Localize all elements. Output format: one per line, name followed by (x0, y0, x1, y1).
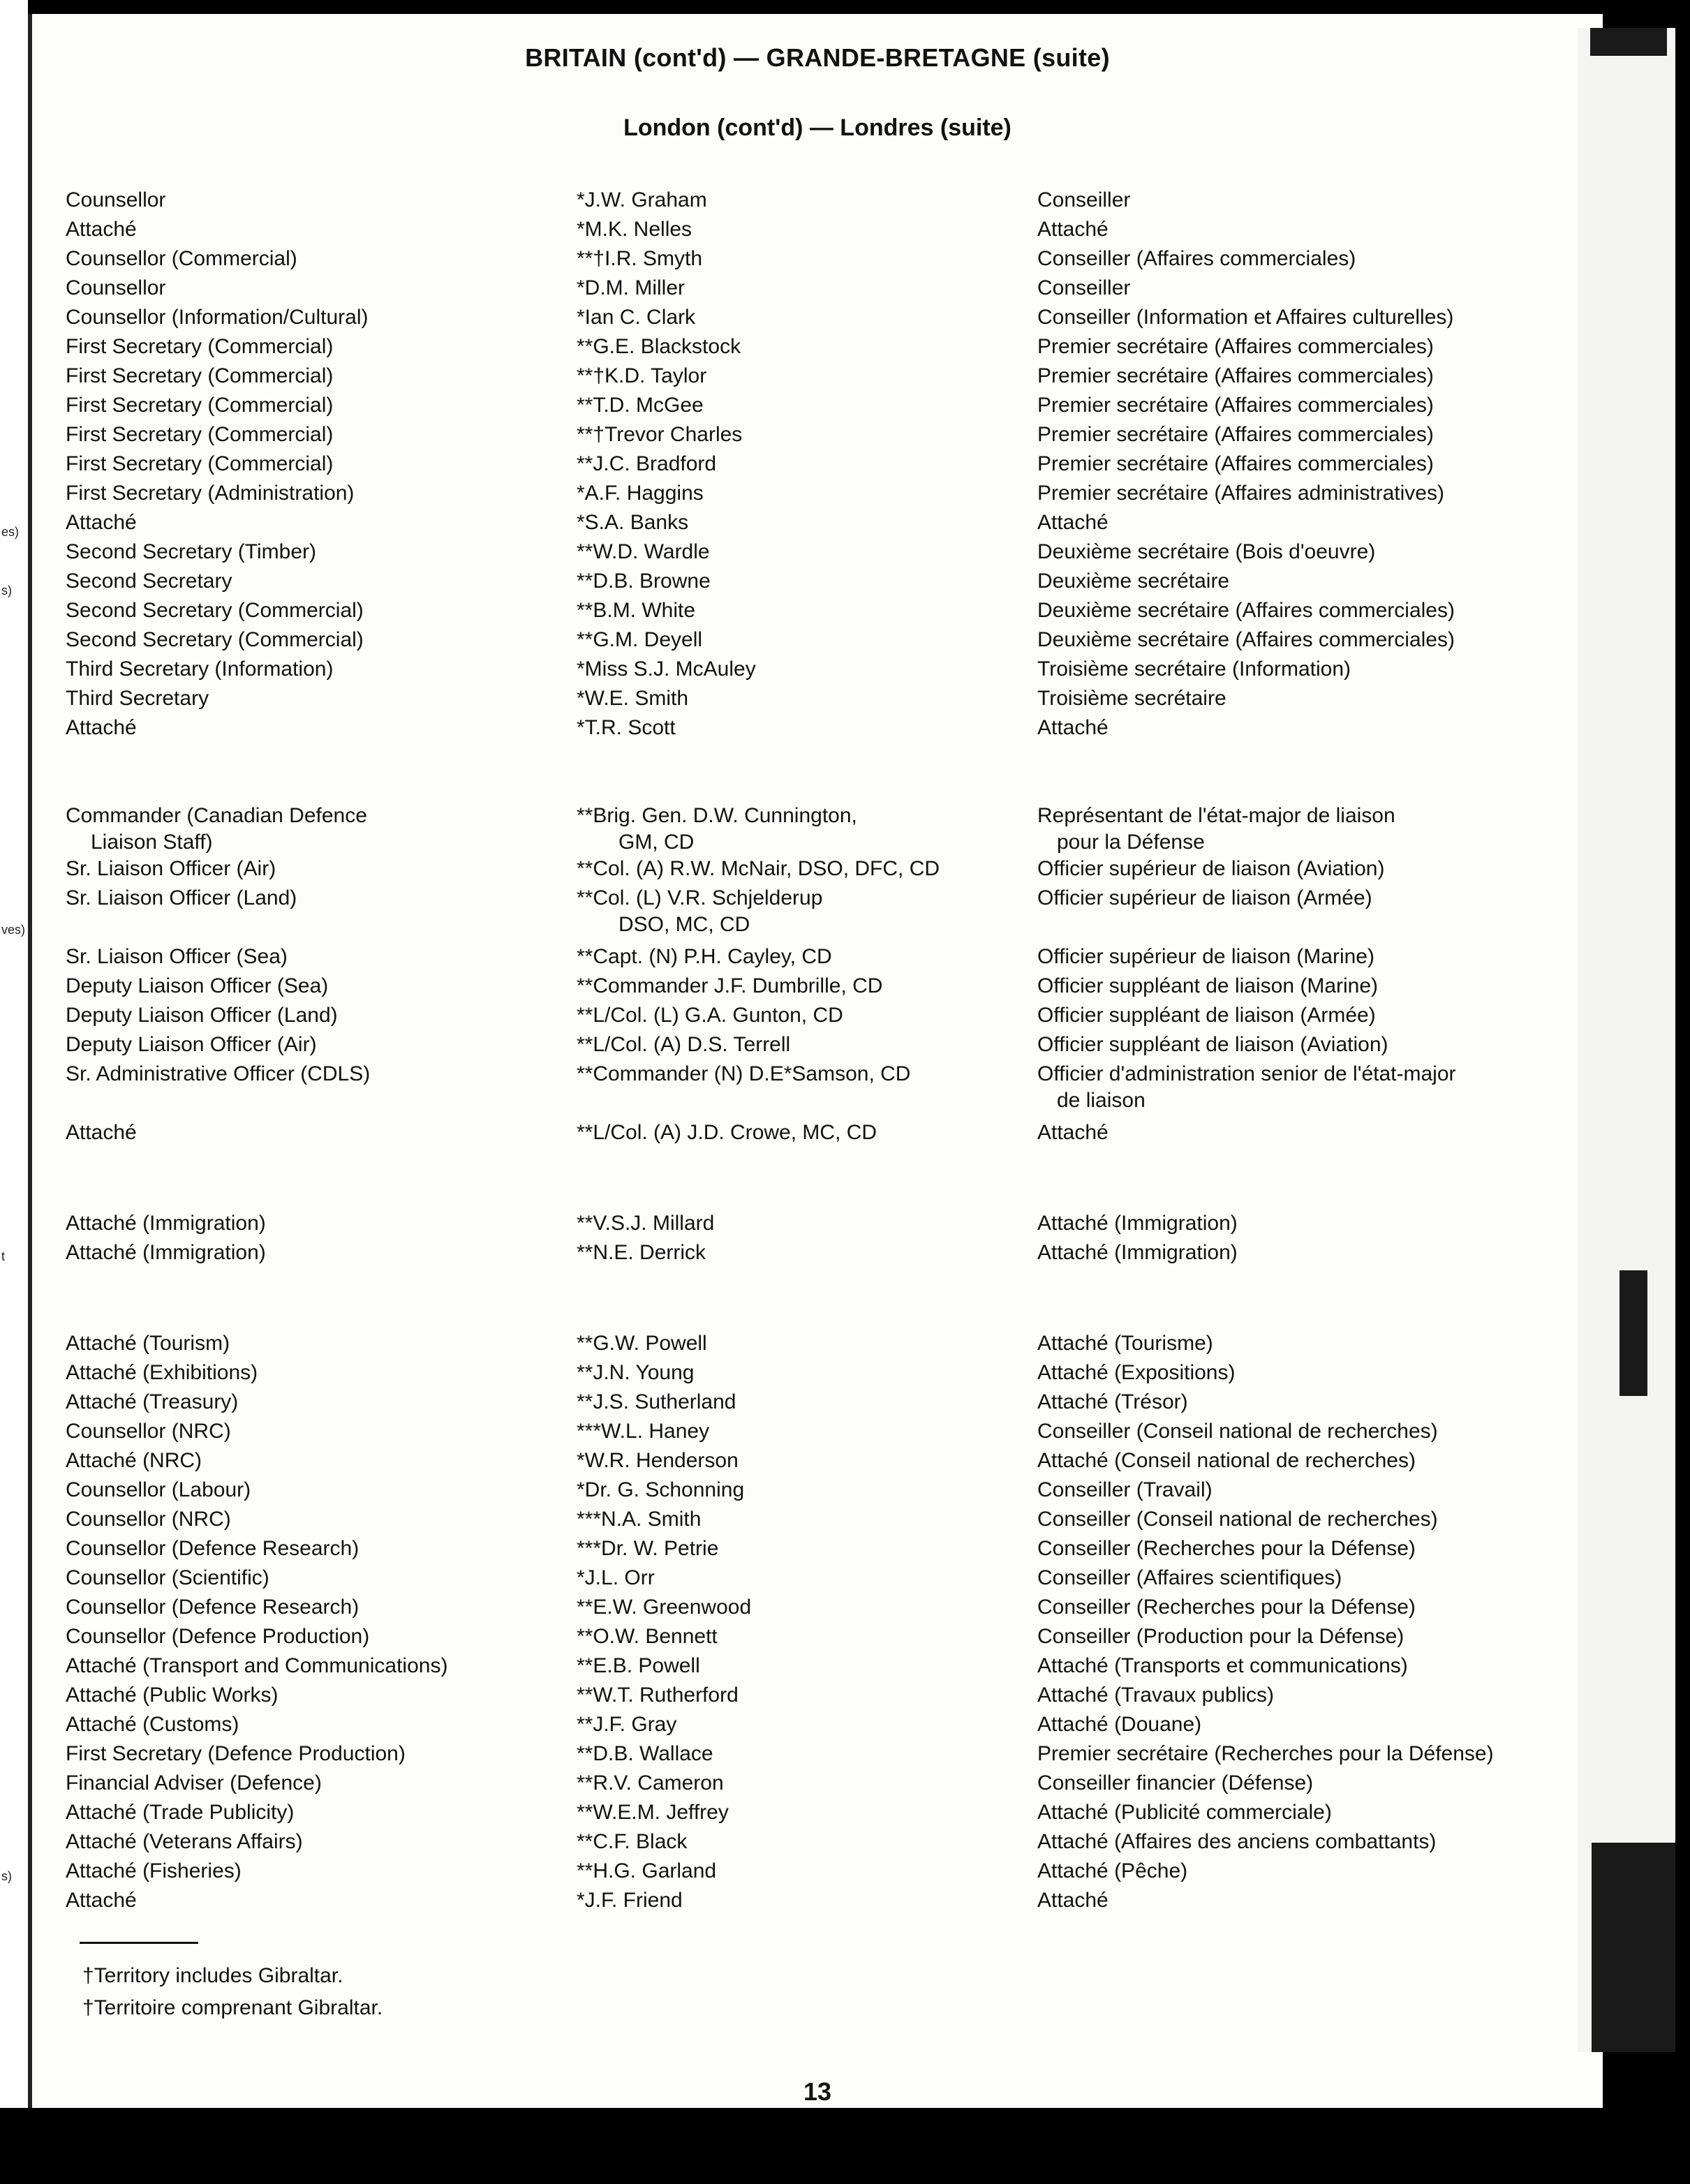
page-title: BRITAIN (cont'd) — GRANDE-BRETAGNE (suite) (525, 43, 1110, 72)
english-title: Attaché (Transport and Communications) (66, 1654, 448, 1677)
english-title: First Secretary (Commercial) (66, 423, 334, 446)
french-title: Officier suppléant de liaison (Armée) (1037, 1004, 1376, 1027)
officer-name: **†I.R. Smyth (577, 247, 703, 270)
officer-name: **Col. (A) R.W. McNair, DSO, DFC, CD (577, 857, 940, 880)
cropped-text-fragment: t (1, 1249, 6, 1263)
french-title: Conseiller (Production pour la Défense) (1037, 1625, 1404, 1648)
table-row (32, 944, 1603, 973)
french-title: Attaché (Immigration) (1037, 1241, 1238, 1264)
english-title: Commander (Canadian Defence Liaison Staff) (66, 804, 367, 854)
table-row (32, 1829, 1603, 1858)
table-row (32, 1653, 1603, 1682)
officer-name: **J.N. Young (577, 1361, 695, 1384)
french-title: Officier supérieur de liaison (Aviation) (1037, 857, 1385, 880)
french-title: Premier secrétaire (Affaires commerciales) (1037, 423, 1434, 446)
table-row (32, 363, 1603, 392)
officer-name: **G.M. Deyell (577, 628, 703, 651)
table-row (32, 1477, 1603, 1506)
english-title: Sr. Liaison Officer (Sea) (66, 945, 288, 968)
english-title: Counsellor (Labour) (66, 1478, 251, 1501)
english-title: Counsellor (Defence Production) (66, 1625, 370, 1648)
officer-name: **Capt. (N) P.H. Cayley, CD (577, 945, 832, 968)
french-title: Conseiller (Recherches pour la Défense) (1037, 1596, 1416, 1619)
english-title: Third Secretary (Information) (66, 658, 334, 681)
table-row (32, 422, 1603, 451)
french-title: Attaché (Immigration) (1037, 1212, 1238, 1235)
english-title: Counsellor (Defence Research) (66, 1596, 360, 1619)
french-title: Officier d'administration senior de l'état-major de liaison (1037, 1062, 1456, 1112)
french-title: Attaché (Travaux publics) (1037, 1684, 1275, 1707)
french-title: Attaché (Transports et communications) (1037, 1654, 1408, 1677)
english-title: First Secretary (Commercial) (66, 394, 334, 417)
french-title: Deuxième secrétaire (Affaires commerciales) (1037, 599, 1455, 622)
officer-name: **L/Col. (A) D.S. Terrell (577, 1033, 791, 1056)
table-row (32, 451, 1603, 480)
table-row (32, 1741, 1603, 1770)
french-title: Conseiller financier (Défense) (1037, 1771, 1314, 1795)
french-title: Conseiller (Recherches pour la Défense) (1037, 1537, 1416, 1560)
table-row (32, 334, 1603, 363)
french-title: Deuxième secrétaire (Bois d'oeuvre) (1037, 540, 1376, 563)
english-title: Attaché (Public Works) (66, 1684, 279, 1707)
table-row (32, 539, 1603, 568)
officer-name: **H.G. Garland (577, 1859, 717, 1882)
table-row (32, 568, 1603, 597)
officer-name: **L/Col. (A) J.D. Crowe, MC, CD (577, 1121, 877, 1144)
english-title: Attaché (Veterans Affairs) (66, 1830, 303, 1853)
english-title: Attaché (Trade Publicity) (66, 1801, 295, 1824)
officer-name: **G.E. Blackstock (577, 335, 741, 358)
english-title: First Secretary (Commercial) (66, 364, 334, 387)
officer-name: **R.V. Cameron (577, 1771, 724, 1795)
french-title: Officier supérieur de liaison (Armée) (1037, 886, 1372, 909)
table-row (32, 973, 1603, 1002)
table-row (32, 275, 1603, 304)
english-title: Attaché (Treasury) (66, 1390, 239, 1413)
officer-name: **O.W. Bennett (577, 1625, 718, 1648)
english-title: Attaché (66, 716, 137, 739)
french-title: Attaché (Douane) (1037, 1713, 1202, 1736)
table-row (32, 885, 1603, 936)
officer-name: **J.S. Sutherland (577, 1390, 736, 1413)
officer-name: **W.E.M. Jeffrey (577, 1801, 729, 1824)
officer-name: *J.F. Friend (577, 1889, 683, 1912)
english-title: Counsellor (Commercial) (66, 247, 297, 270)
french-title: Attaché (Expositions) (1037, 1361, 1236, 1384)
table-row (32, 1887, 1603, 1917)
english-title: Second Secretary (66, 570, 232, 593)
french-title: Représentant de l'état-major de liaison pour la Défense (1037, 804, 1395, 854)
english-title: Attaché (Fisheries) (66, 1859, 242, 1882)
french-title: Conseiller (1037, 188, 1131, 211)
french-title: Premier secrétaire (Affaires commerciales) (1037, 364, 1434, 387)
page-subtitle: London (cont'd) — Londres (suite) (623, 114, 1011, 141)
officer-name: *Dr. G. Schonning (577, 1478, 745, 1501)
english-title: First Secretary (Defence Production) (66, 1742, 406, 1765)
french-title: Conseiller (1037, 276, 1131, 299)
french-title: Officier suppléant de liaison (Aviation) (1037, 1033, 1388, 1056)
footnote-rule (80, 1942, 198, 1944)
english-title: Deputy Liaison Officer (Land) (66, 1004, 338, 1027)
english-title: Deputy Liaison Officer (Sea) (66, 974, 329, 997)
officer-name: **N.E. Derrick (577, 1241, 706, 1264)
english-title: Counsellor (Information/Cultural) (66, 306, 369, 329)
french-title: Attaché (1037, 716, 1109, 739)
officer-name: **G.W. Powell (577, 1332, 707, 1355)
french-title: Attaché (1037, 218, 1109, 241)
officer-name: *A.F. Haggins (577, 482, 704, 505)
french-title: Officier suppléant de liaison (Marine) (1037, 974, 1379, 997)
english-title: Counsellor (NRC) (66, 1420, 231, 1443)
table-row (32, 656, 1603, 685)
officer-name: **D.B. Wallace (577, 1742, 713, 1765)
french-title: Attaché (1037, 511, 1109, 534)
officer-name: **Commander (N) D.E*Samson, CD (577, 1062, 911, 1085)
officer-name: ***N.A. Smith (577, 1508, 702, 1531)
officer-name: ***W.L. Haney (577, 1420, 710, 1443)
table-row (32, 1594, 1603, 1624)
table-row (32, 1061, 1603, 1112)
officer-name: **J.F. Gray (577, 1713, 677, 1736)
english-title: Third Secretary (66, 687, 209, 710)
scan-border (0, 2108, 1690, 2184)
english-title: First Secretary (Administration) (66, 482, 355, 505)
footnote-en: †Territory includes Gibraltar. (82, 1964, 343, 1987)
english-title: Attaché (66, 1121, 137, 1144)
french-title: Troisième secrétaire (Information) (1037, 658, 1351, 681)
officer-name: **D.B. Browne (577, 570, 711, 593)
french-title: Attaché (Publicité commerciale) (1037, 1801, 1332, 1824)
table-row (32, 1536, 1603, 1565)
officer-name: **B.M. White (577, 599, 696, 622)
english-title: Attaché (66, 218, 137, 241)
table-row (32, 1506, 1603, 1536)
english-title: Second Secretary (Timber) (66, 540, 317, 563)
english-title: Counsellor (Defence Research) (66, 1537, 360, 1560)
french-title: Attaché (1037, 1889, 1109, 1912)
french-title: Attaché (Trésor) (1037, 1390, 1188, 1413)
english-title: First Secretary (Commercial) (66, 335, 334, 358)
table-row (32, 1418, 1603, 1448)
french-title: Premier secrétaire (Recherches pour la Défense) (1037, 1742, 1494, 1765)
table-row (32, 1682, 1603, 1711)
english-title: Sr. Liaison Officer (Land) (66, 886, 297, 909)
officer-name: *M.K. Nelles (577, 218, 692, 241)
cropped-text-fragment: s) (1, 1869, 12, 1883)
french-title: Conseiller (Information et Affaires culturelles) (1037, 306, 1454, 329)
french-title: Deuxième secrétaire (Affaires commerciales) (1037, 628, 1455, 651)
officer-name: **C.F. Black (577, 1830, 688, 1853)
footnote-fr: †Territoire comprenant Gibraltar. (82, 1996, 383, 2019)
french-title: Conseiller (Conseil national de recherches) (1037, 1508, 1438, 1531)
officer-name: *S.A. Banks (577, 511, 689, 534)
table-row (32, 510, 1603, 539)
french-title: Premier secrétaire (Affaires commerciales) (1037, 394, 1434, 417)
table-row (32, 480, 1603, 510)
french-title: Premier secrétaire (Affaires commerciales) (1037, 335, 1434, 358)
table-row (32, 304, 1603, 334)
cropped-text-fragment: es) (1, 525, 20, 539)
english-title: Financial Adviser (Defence) (66, 1771, 322, 1795)
cropped-text-fragment: s) (1, 584, 12, 597)
table-row (32, 1330, 1603, 1360)
english-title: Second Secretary (Commercial) (66, 599, 364, 622)
table-row (32, 1448, 1603, 1477)
officer-name: *J.L. Orr (577, 1566, 655, 1589)
french-title: Troisième secrétaire (1037, 687, 1226, 710)
officer-name: **T.D. McGee (577, 394, 704, 417)
table-row (32, 1711, 1603, 1741)
french-title: Conseiller (Affaires scientifiques) (1037, 1566, 1342, 1589)
french-title: Attaché (Pêche) (1037, 1859, 1188, 1882)
table-row (32, 715, 1603, 744)
table-row (32, 1389, 1603, 1418)
officer-name: **E.W. Greenwood (577, 1596, 752, 1619)
officer-name: **Col. (L) V.R. Schjelderup DSO, MC, CD (577, 886, 823, 936)
french-title: Attaché (1037, 1121, 1109, 1144)
french-title: Conseiller (Affaires commerciales) (1037, 247, 1356, 270)
english-title: Counsellor (66, 276, 166, 299)
english-title: Attaché (Exhibitions) (66, 1361, 258, 1384)
french-title: Premier secrétaire (Affaires commerciales) (1037, 452, 1434, 475)
english-title: Attaché (Immigration) (66, 1212, 266, 1235)
officer-name: **Brig. Gen. D.W. Cunnington, GM, CD (577, 804, 857, 854)
table-row (32, 1770, 1603, 1799)
table-row (32, 392, 1603, 422)
table-row (32, 1360, 1603, 1389)
officer-name: **L/Col. (L) G.A. Gunton, CD (577, 1004, 843, 1027)
officer-name: **W.D. Wardle (577, 540, 710, 563)
french-title: Attaché (Conseil national de recherches) (1037, 1449, 1416, 1472)
cropped-text-fragment: ves) (1, 923, 26, 937)
officer-name: **†Trevor Charles (577, 423, 743, 446)
english-title: Counsellor (Scientific) (66, 1566, 269, 1589)
table-row (32, 1002, 1603, 1032)
table-row (32, 1858, 1603, 1887)
english-title: Counsellor (NRC) (66, 1508, 231, 1531)
table-row (32, 1799, 1603, 1829)
table-row (32, 1624, 1603, 1653)
officer-name: *J.W. Graham (577, 188, 707, 211)
document-page (28, 14, 1603, 2108)
officer-name: *D.M. Miller (577, 276, 685, 299)
table-row (32, 597, 1603, 627)
table-row (32, 216, 1603, 246)
officer-name: *Ian C. Clark (577, 306, 696, 329)
officer-name: *W.E. Smith (577, 687, 689, 710)
page-edge-shadow (1578, 28, 1675, 2052)
english-title: Attaché (Immigration) (66, 1241, 266, 1264)
english-title: Sr. Liaison Officer (Air) (66, 857, 276, 880)
officer-name: *W.R. Henderson (577, 1449, 739, 1472)
english-title: Attaché (66, 1889, 137, 1912)
english-title: Sr. Administrative Officer (CDLS) (66, 1062, 371, 1085)
officer-name: **Commander J.F. Dumbrille, CD (577, 974, 883, 997)
officer-name: ***Dr. W. Petrie (577, 1537, 719, 1560)
english-title: Attaché (Customs) (66, 1713, 239, 1736)
english-title: Attaché (Tourism) (66, 1332, 230, 1355)
table-row (32, 803, 1603, 854)
french-title: Attaché (Affaires des anciens combattants) (1037, 1830, 1437, 1853)
table-row (32, 685, 1603, 715)
table-row (32, 187, 1603, 216)
officer-name: **J.C. Bradford (577, 452, 717, 475)
french-title: Conseiller (Conseil national de recherches) (1037, 1420, 1438, 1443)
table-row (32, 856, 1603, 885)
english-title: Attaché (66, 511, 137, 534)
officer-name: **V.S.J. Millard (577, 1212, 715, 1235)
english-title: Attaché (NRC) (66, 1449, 202, 1472)
officer-name: **W.T. Rutherford (577, 1684, 739, 1707)
english-title: First Secretary (Commercial) (66, 452, 334, 475)
english-title: Counsellor (66, 188, 166, 211)
officer-name: **†K.D. Taylor (577, 364, 707, 387)
french-title: Deuxième secrétaire (1037, 570, 1230, 593)
page-number: 13 (803, 2077, 832, 2106)
page-binding (0, 0, 28, 2184)
table-row (32, 1210, 1603, 1240)
english-title: Deputy Liaison Officer (Air) (66, 1033, 317, 1056)
table-row (32, 1240, 1603, 1269)
french-title: Attaché (Tourisme) (1037, 1332, 1213, 1355)
table-row (32, 1120, 1603, 1149)
english-title: Second Secretary (Commercial) (66, 628, 364, 651)
table-row (32, 627, 1603, 656)
french-title: Premier secrétaire (Affaires administratives) (1037, 482, 1444, 505)
table-row (32, 1565, 1603, 1594)
officer-name: **E.B. Powell (577, 1654, 700, 1677)
french-title: Officier supérieur de liaison (Marine) (1037, 945, 1374, 968)
table-row (32, 246, 1603, 275)
table-row (32, 1032, 1603, 1061)
officer-name: *Miss S.J. McAuley (577, 658, 756, 681)
french-title: Conseiller (Travail) (1037, 1478, 1213, 1501)
officer-name: *T.R. Scott (577, 716, 676, 739)
